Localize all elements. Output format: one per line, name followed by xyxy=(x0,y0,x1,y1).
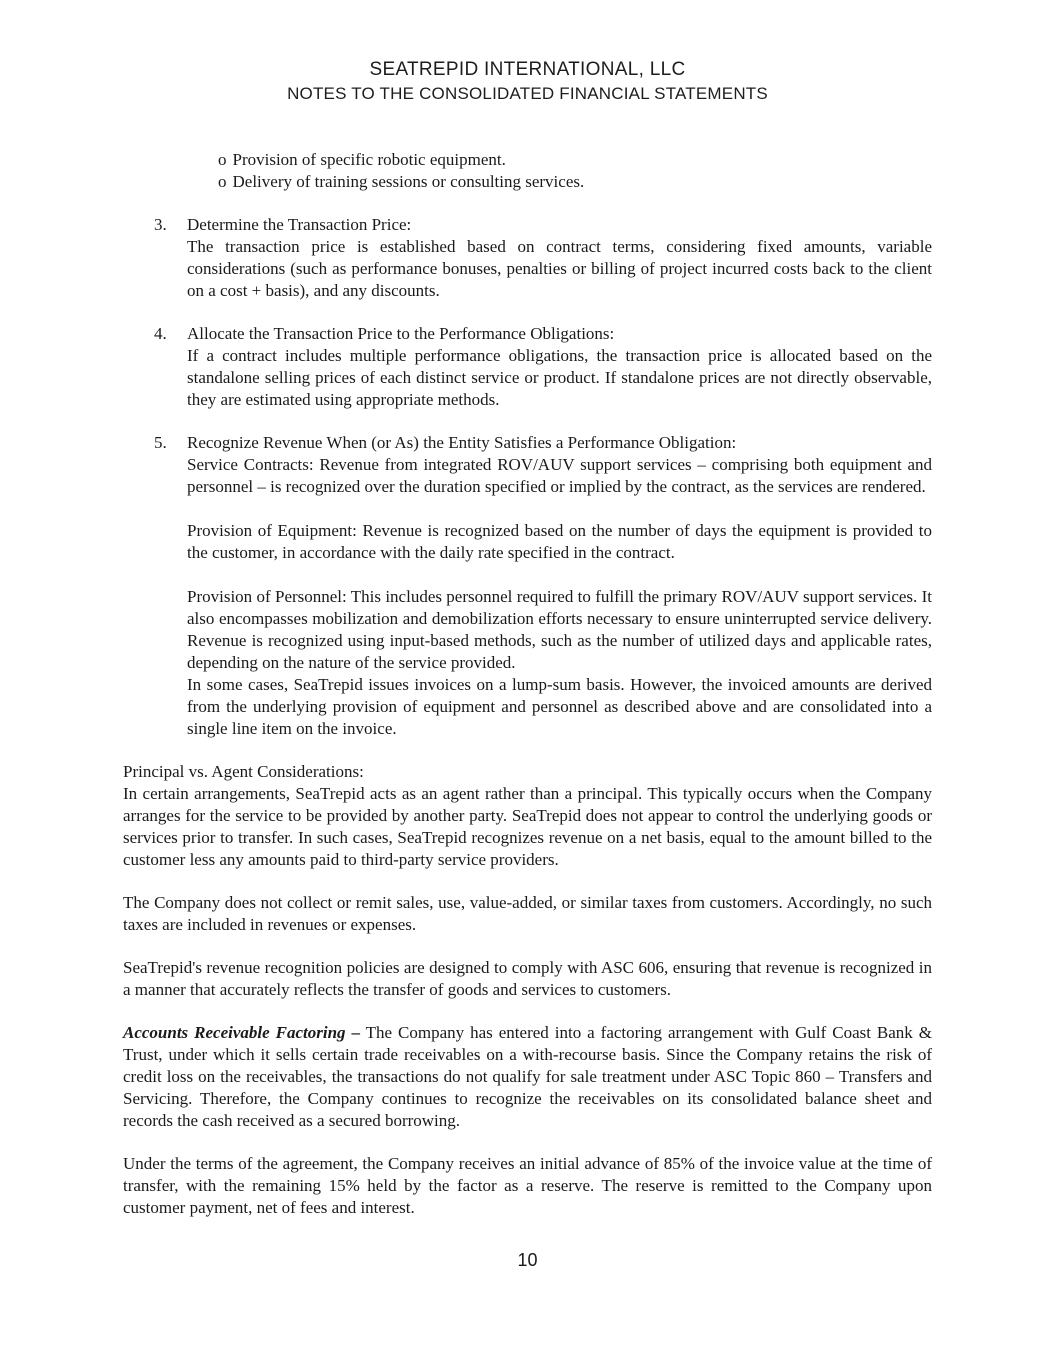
sub-bullet-item xyxy=(123,171,932,193)
document-header xyxy=(123,58,932,105)
paragraph: If a contract includes multiple performance obligations, the transaction price is allocated based on the standalone selling prices of each distinct service or product. If standalone prices are not directly observable, they are estimated using appropriate methods. xyxy=(187,346,932,409)
bullet-text: Delivery of training sessions or consulting services. xyxy=(232,172,585,191)
section-asc-606-compliance xyxy=(123,957,932,1001)
numbered-item-heading: Recognize Revenue When (or As) the Entity Satisfies a Performance Obligation: xyxy=(187,433,737,452)
numbered-item-heading-row xyxy=(123,214,932,236)
company-name-title: SEATREPID INTERNATIONAL, LLC xyxy=(369,59,686,80)
section-heading: Principal vs. Agent Considerations: xyxy=(123,762,364,781)
document-footer xyxy=(0,1249,1055,1271)
numbered-item-heading: Allocate the Transaction Price to the Performance Obligations: xyxy=(187,324,615,343)
paragraph: Provision of Equipment: Revenue is recognized based on the number of days the equipment is provided to the customer, in accordance with the daily rate specified in the contract. xyxy=(187,521,932,562)
numbered-item xyxy=(123,323,932,411)
document-subtitle: NOTES TO THE CONSOLIDATED FINANCIAL STATEMENTS xyxy=(287,84,768,103)
page-number: 10 xyxy=(517,1250,538,1270)
document-body xyxy=(123,149,932,1219)
numbered-list xyxy=(123,214,932,740)
section-accounts-receivable-factoring xyxy=(123,1022,932,1132)
paragraph: Provision of Personnel: This includes personnel required to fulfill the primary ROV/AUV support services. It also encompasses mobilization and demobilization efforts necessary to ensure uninterrupted service delivery. Revenue is recognized using input-based methods, such as the number of utilized days and applicable rates, depending on the nature of the service provided. xyxy=(187,587,932,672)
numbered-item-paragraphs xyxy=(187,236,932,302)
numbered-item-heading-row xyxy=(123,432,932,454)
paragraph: In some cases, SeaTrepid issues invoices on a lump-sum basis. However, the invoiced amounts are derived from the underlying provision of equipment and personnel as described above and are consolidated into a single line item on the invoice. xyxy=(187,675,932,738)
bullet-marker: o xyxy=(218,150,227,169)
paragraph: In certain arrangements, SeaTrepid acts as an agent rather than a principal. This typically occurs when the Company arranges for the service to be provided by another party. SeaTrepid does not appear to control the underlying goods or services prior to transfer. In such cases, SeaTrepid recognizes revenue on a net basis, equal to the amount billed to the customer less any amounts paid to third-party service providers. xyxy=(123,784,932,869)
numbered-item xyxy=(123,214,932,302)
list-number: 4. xyxy=(154,324,167,343)
numbered-item xyxy=(123,432,932,740)
numbered-item-heading-row xyxy=(123,323,932,345)
paragraph: The Company does not collect or remit sales, use, value-added, or similar taxes from customers. Accordingly, no such taxes are included in revenues or expenses. xyxy=(123,893,932,934)
section-principal-vs-agent xyxy=(123,761,932,871)
bold-italic-lead: Accounts Receivable Factoring xyxy=(123,1023,346,1042)
bullet-text: Provision of specific robotic equipment. xyxy=(232,150,506,169)
sub-bullet-item xyxy=(123,149,932,171)
body-sections xyxy=(123,761,932,1219)
paragraph: Under the terms of the agreement, the Company receives an initial advance of 85% of the invoice value at the time of transfer, with the remaining 15% held by the factor as a reserve. The reserve is remitted to the Company upon customer payment, net of fees and interest. xyxy=(123,1154,932,1217)
numbered-item-paragraphs xyxy=(187,345,932,411)
lead-dash: – xyxy=(351,1023,360,1042)
paragraph: SeaTrepid's revenue recognition policies are designed to comply with ASC 606, ensuring that revenue is recognized in a manner that accurately reflects the transfer of goods and services to customers. xyxy=(123,958,932,999)
numbered-item-heading: Determine the Transaction Price: xyxy=(187,215,412,234)
list-number: 5. xyxy=(154,433,167,452)
section-factoring-advance-terms xyxy=(123,1153,932,1219)
paragraph: Accounts Receivable Factoring – The Company has entered into a factoring arrangement with Gulf Coast Bank & Trust, under which it sells certain trade receivables on a with-recourse basis. Since the Company retains the risk of credit loss on the receivables, the transactions do not qualify for sale treatment under ASC Topic 860 – Transfers and Servicing. Therefore, the Company continues to recognize the receivables on its consolidated balance sheet and records the cash received as a secured borrowing. xyxy=(123,1023,932,1130)
list-number: 3. xyxy=(154,215,167,234)
paragraph: Service Contracts: Revenue from integrated ROV/AUV support services – comprising both equipment and personnel – is recognized over the duration specified or implied by the contract, as the services are rendered. xyxy=(187,455,932,496)
sub-bullet-list xyxy=(123,149,932,193)
bullet-marker: o xyxy=(218,172,227,191)
section-sales-taxes xyxy=(123,892,932,936)
numbered-item-paragraphs xyxy=(187,454,932,740)
paragraph: The transaction price is established based on contract terms, considering fixed amounts, variable considerations (such as performance bonuses, penalties or billing of project incurred costs back to the client on a cost + basis), and any discounts. xyxy=(187,237,932,300)
